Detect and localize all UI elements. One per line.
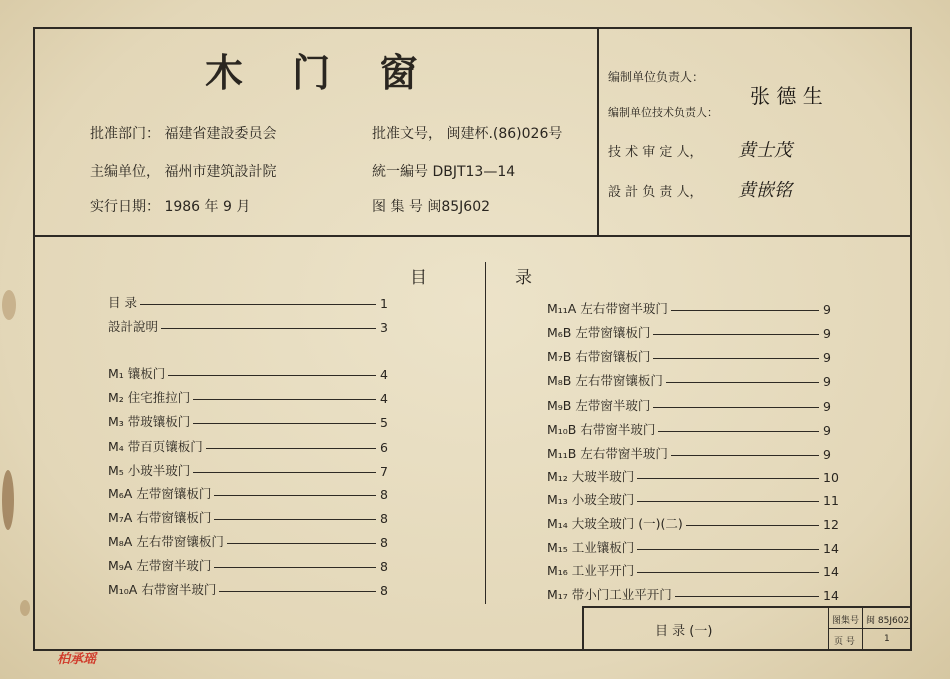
toc-entry-page: 8 [380, 535, 388, 550]
toc-entry-label: M₁₀B 右带窗半玻门 [547, 422, 656, 437]
toc-entry-page: 14 [823, 588, 839, 603]
sheet-title: 目 录 (一) [655, 624, 713, 639]
toc-entry-page: 9 [823, 350, 831, 365]
header-divider [597, 27, 599, 237]
toc-leader-line [675, 596, 819, 597]
toc-leader-line [219, 591, 376, 592]
toc-entry [547, 510, 837, 532]
toc-leader-line [637, 572, 819, 573]
toc-entry [547, 367, 837, 389]
toc-entry-label: 設計說明 [108, 319, 159, 334]
red-stamp: 柏承瑶 [57, 652, 97, 667]
toc-entry-label: M₈A 左右带窗镶板门 [108, 534, 224, 549]
unified-number: 統一編号 DBJT13—14 [372, 164, 516, 180]
toc-entry-label: M₈B 左右带窗镶板门 [547, 373, 663, 388]
toc-entry-label: M₁₄ 大玻全玻门 (一)(二) [547, 516, 683, 531]
toc-entry-label: M₆B 左带窗镶板门 [547, 325, 651, 340]
toc-entry-page: 12 [823, 517, 839, 532]
toc-entry [108, 433, 394, 455]
toc-leader-line [214, 519, 376, 520]
atlas-number: 图 集 号 闽85J602 [372, 199, 491, 215]
toc-heading-left: 目 [410, 268, 427, 288]
toc-entry-label: M₁₅ 工业镶板门 [547, 540, 635, 555]
paper-stain [2, 290, 16, 320]
paper-stain [20, 600, 30, 616]
tech-head-label: 编制单位技术负责人： [608, 106, 718, 119]
toc-entry-page: 9 [823, 423, 831, 438]
toc-entry-label: M₅ 小玻半玻门 [108, 463, 191, 478]
toc-leader-line [206, 448, 376, 449]
toc-leader-line [653, 358, 819, 359]
toc-entry-label: M₁₁A 左右带窗半玻门 [547, 301, 668, 316]
paper-stain [2, 470, 14, 530]
toc-entry [108, 504, 394, 526]
toc-entry-label: M₁₇ 带小门工业平开门 [547, 587, 672, 602]
toc-entry [547, 463, 837, 485]
toc-heading-right: 录 [515, 268, 532, 288]
toc-leader-line [168, 375, 376, 376]
toc-leader-line [686, 525, 819, 526]
toc-entry [108, 457, 394, 479]
toc-entry-page: 9 [823, 399, 831, 414]
toc-entry-page: 9 [823, 302, 831, 317]
toc-entry-label: M₁₀A 右带窗半玻门 [108, 582, 217, 597]
toc-entry-page: 8 [380, 511, 388, 526]
title-block-left [582, 606, 584, 651]
toc-entry-label: M₁₂ 大玻半玻门 [547, 469, 635, 484]
approval-doc: 批准文号， 闽建杯.(86)026号 [372, 126, 563, 142]
toc-entry [108, 360, 394, 382]
toc-entry-label: M₉A 左带窗半玻门 [108, 558, 212, 573]
designer-signature: 黄嵌铭 [738, 180, 792, 201]
toc-leader-line [161, 328, 376, 329]
toc-entry [108, 289, 394, 311]
title-block-col-line [862, 606, 863, 651]
toc-entry-page: 8 [380, 559, 388, 574]
toc-leader-line [658, 431, 819, 432]
unit-head-label: 编制单位负责人： [608, 70, 705, 84]
toc-entry [547, 440, 837, 462]
toc-entry-label: M₉B 左带窗半玻门 [547, 398, 651, 413]
toc-entry [547, 557, 837, 579]
toc-entry-page: 14 [823, 564, 839, 579]
page-value: 1 [884, 634, 890, 644]
toc-entry-label: M₁₃ 小玻全玻门 [547, 492, 635, 507]
toc-entry [108, 528, 394, 550]
toc-entry-page: 8 [380, 487, 388, 502]
page-title: 木 门 窗 [205, 51, 436, 95]
toc-column-divider [485, 262, 486, 604]
toc-entry [547, 319, 837, 341]
designer-label: 設 計 负 责 人， [608, 185, 703, 200]
toc-entry [547, 486, 837, 508]
toc-leader-line [671, 310, 819, 311]
toc-leader-line [140, 304, 376, 305]
toc-entry-label: M₁₁B 左右带窗半玻门 [547, 446, 668, 461]
atlas-label: 图集号 [832, 616, 860, 626]
toc-entry-page: 9 [823, 447, 831, 462]
toc-entry-page: 4 [380, 391, 388, 406]
toc-entry [547, 534, 837, 556]
toc-entry-page: 3 [380, 320, 388, 335]
toc-leader-line [637, 549, 819, 550]
title-block-row-line [828, 628, 912, 629]
toc-entry-page: 8 [380, 583, 388, 598]
toc-leader-line [214, 567, 376, 568]
toc-leader-line [637, 501, 819, 502]
toc-entry-label: M₄ 带百页镶板门 [108, 439, 203, 454]
page-label: 页 号 [834, 637, 855, 647]
toc-entry-page: 1 [380, 296, 388, 311]
toc-entry [547, 343, 837, 365]
header-separator [33, 235, 912, 237]
toc-entry-label: M₇B 右带窗镶板门 [547, 349, 651, 364]
toc-entry [547, 581, 837, 603]
reviewer-label: 技 术 审 定 人， [608, 145, 703, 160]
approval-dept: 批准部门： 福建省建設委员会 [90, 126, 277, 142]
toc-entry-label: M₂ 住宅推拉门 [108, 390, 191, 405]
toc-entry-page: 9 [823, 326, 831, 341]
editor-unit: 主编单位， 福州市建筑設計院 [90, 164, 277, 180]
toc-entry-page: 7 [380, 464, 388, 479]
toc-entry-label: M₁ 镶板门 [108, 366, 166, 381]
toc-entry [547, 392, 837, 414]
toc-leader-line [193, 472, 376, 473]
toc-entry [547, 416, 837, 438]
toc-leader-line [653, 407, 819, 408]
toc-leader-line [653, 334, 819, 335]
toc-entry-page: 6 [380, 440, 388, 455]
unit-head-signature: 张 德 生 [750, 84, 823, 108]
toc-entry-label: M₃ 带玻镶板门 [108, 414, 191, 429]
toc-entry [547, 295, 837, 317]
toc-entry-label: M₆A 左带窗镶板门 [108, 486, 212, 501]
toc-entry-label: 目 录 [108, 295, 137, 310]
toc-entry-label: M₁₆ 工业平开门 [547, 563, 635, 578]
toc-entry-label: M₇A 右带窗镶板门 [108, 510, 212, 525]
toc-leader-line [193, 399, 376, 400]
atlas-value: 闽 85J602 [866, 616, 910, 626]
toc-entry-page: 4 [380, 367, 388, 382]
toc-entry [108, 384, 394, 406]
toc-leader-line [671, 455, 819, 456]
toc-entry-page: 11 [823, 493, 839, 508]
toc-leader-line [227, 543, 376, 544]
toc-entry [108, 408, 394, 430]
toc-entry-page: 14 [823, 541, 839, 556]
toc-leader-line [666, 382, 819, 383]
reviewer-signature: 黄士茂 [738, 140, 792, 161]
toc-leader-line [637, 478, 819, 479]
toc-entry-page: 10 [823, 470, 839, 485]
toc-leader-line [214, 495, 376, 496]
effective-date: 实行日期： 1986 年 9 月 [90, 199, 251, 215]
toc-entry [108, 480, 394, 502]
toc-entry [108, 313, 394, 335]
toc-entry-page: 5 [380, 415, 388, 430]
toc-leader-line [193, 423, 376, 424]
toc-entry [108, 576, 394, 598]
toc-entry-page: 9 [823, 374, 831, 389]
toc-entry [108, 552, 394, 574]
